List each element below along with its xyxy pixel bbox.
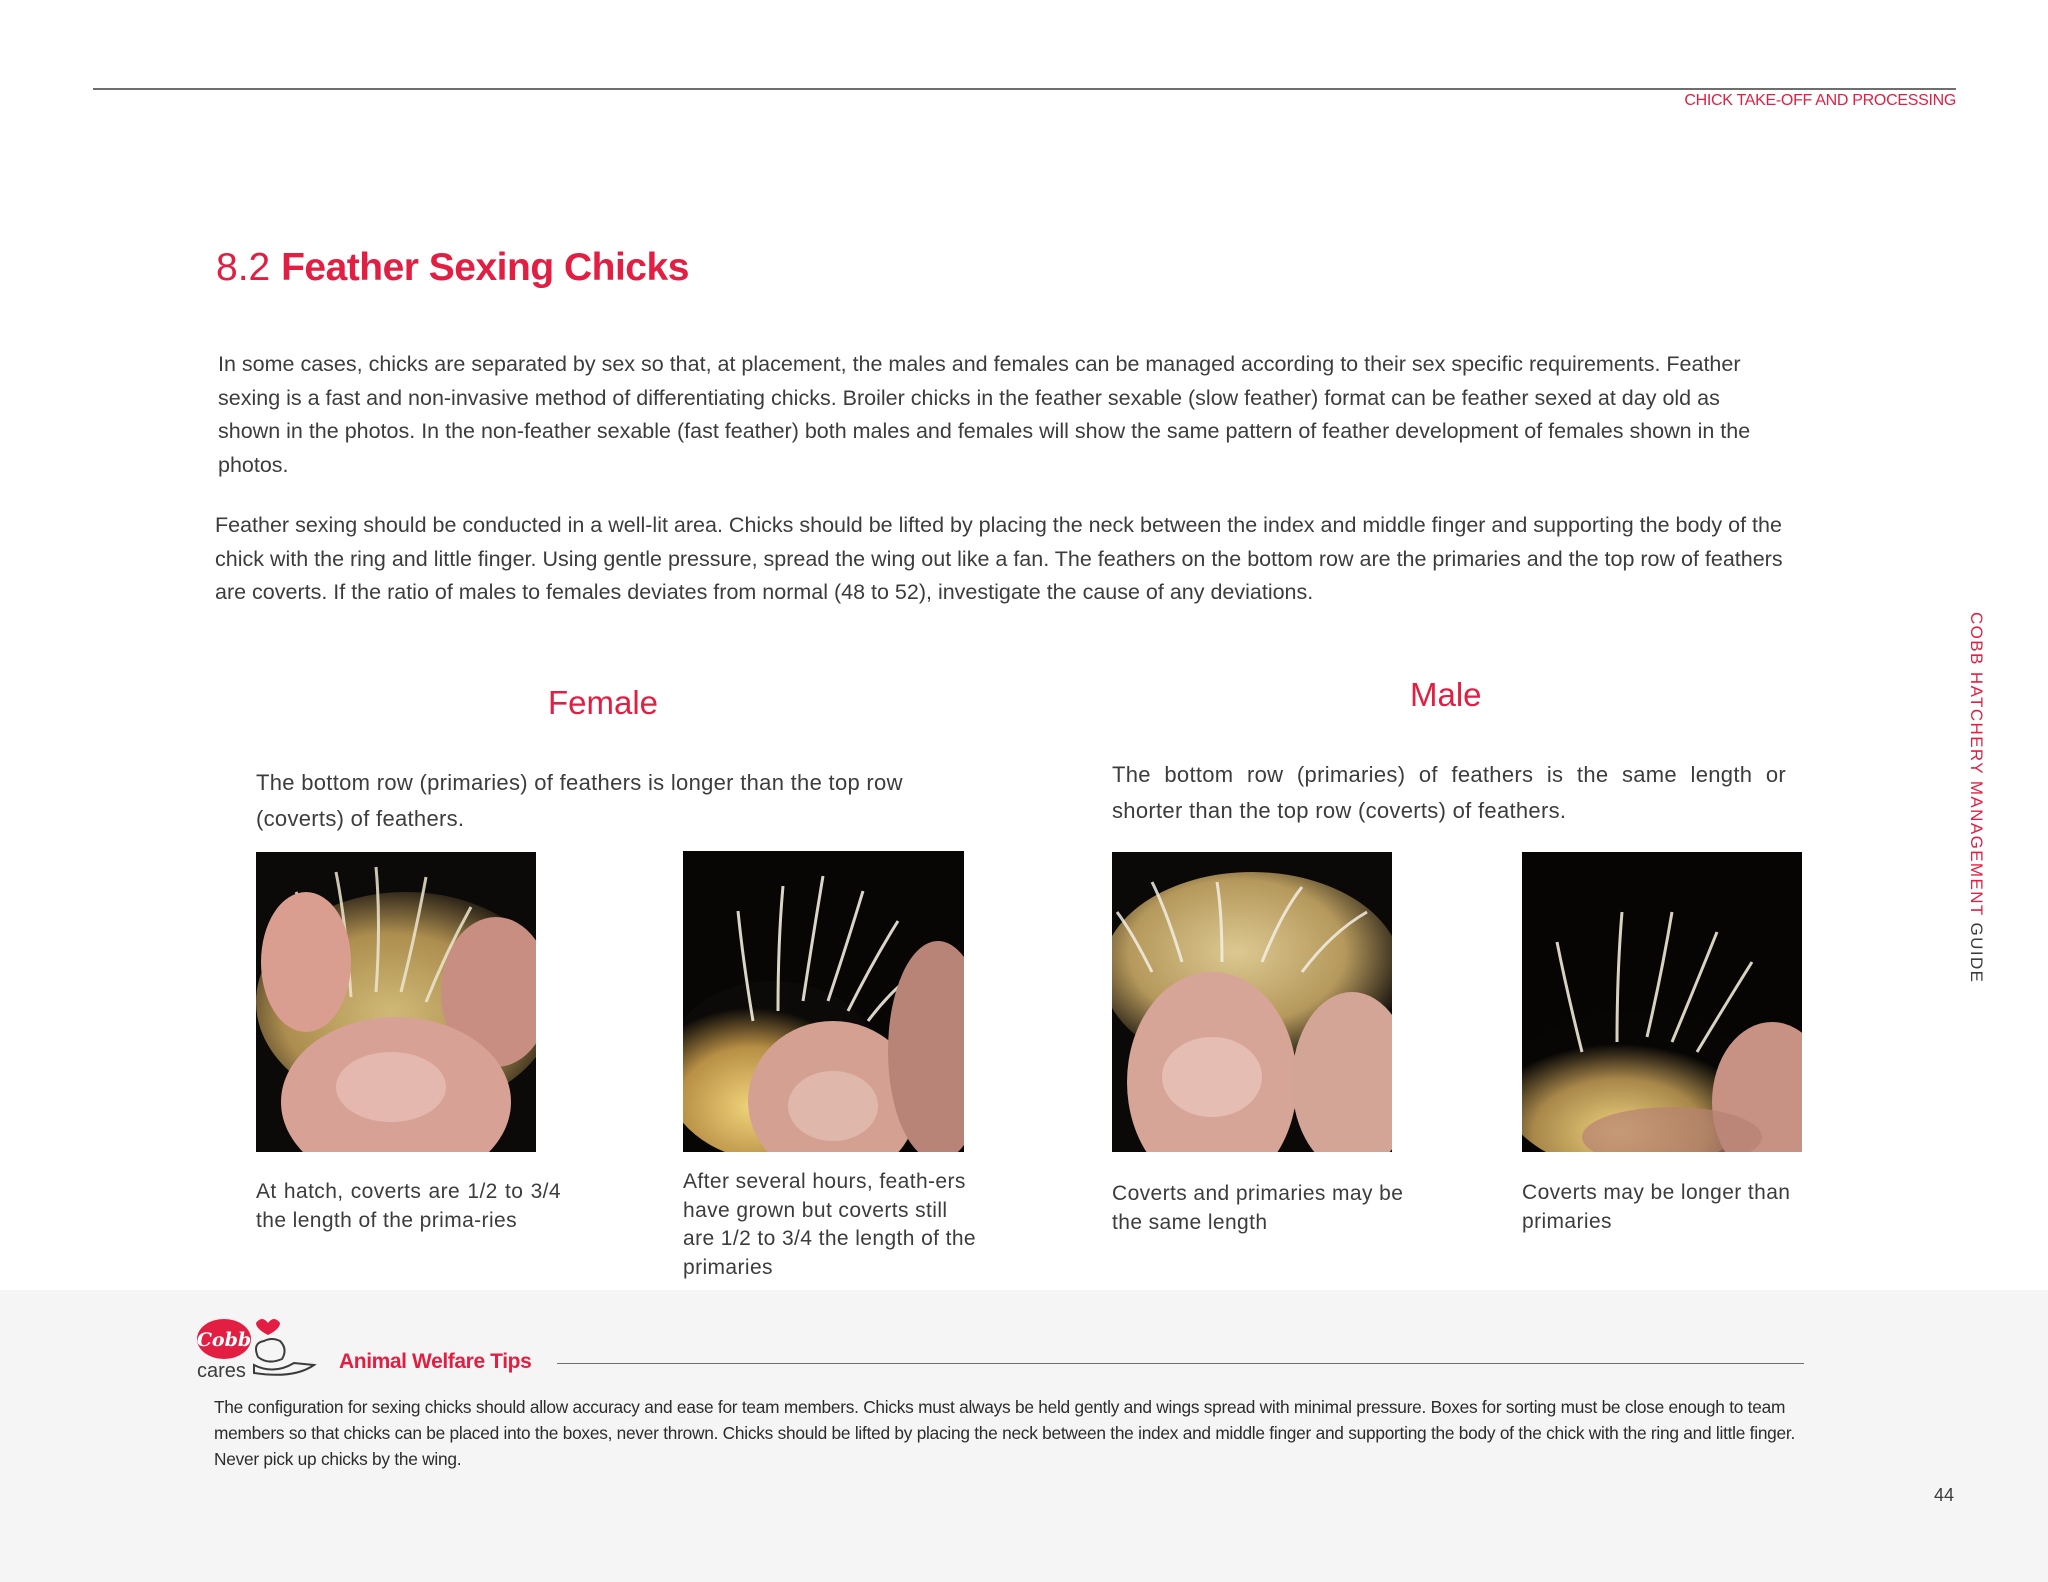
intro-paragraph: In some cases, chicks are separated by sex so that, at placement, the males and females can be managed according to their sex specific requirements. Feather sexing is a fast and non-invasive method of differentiating chicks. Broiler chicks in the feather sexable (slow feather) format can be feather sexed at day old as shown in the photos. In the non-feather sexable (fast feather) both males and females will show the same pattern of feather development of females shown in the photos. bbox=[218, 352, 1751, 477]
female-heading: Female bbox=[548, 684, 659, 721]
caption-male-same-length: Coverts and primaries may be the same length bbox=[1112, 1182, 1404, 1234]
side-label-red: COBB HATCHERY MANAGEMENT bbox=[1967, 612, 1986, 923]
logo-word: Cobb bbox=[196, 1329, 252, 1351]
caption-female-at-hatch: At hatch, coverts are 1/2 to 3/4 the length of the prima-ries bbox=[256, 1180, 561, 1232]
section-number: 8.2 bbox=[216, 246, 271, 289]
tips-rule bbox=[557, 1363, 1804, 1364]
male-description: The bottom row (primaries) of feathers is the same length or shorter than the top row (coverts) of feathers. bbox=[1112, 762, 1786, 823]
side-label-dark: GUIDE bbox=[1967, 922, 1986, 984]
header-rule bbox=[93, 88, 1956, 90]
female-photo-at-hatch bbox=[256, 852, 536, 1152]
chick-icon bbox=[256, 1339, 285, 1362]
caption-male-coverts-longer: Coverts may be longer than primaries bbox=[1522, 1181, 1791, 1233]
heart-icon bbox=[256, 1319, 280, 1335]
male-photo-coverts-longer bbox=[1522, 852, 1802, 1152]
female-description: The bottom row (primaries) of feathers is longer than the top row (coverts) of feathers. bbox=[256, 770, 903, 831]
caption-female-after-hours: After several hours, feath-ers have grown but coverts still are 1/2 to 3/4 the length of the primaries bbox=[683, 1170, 977, 1279]
logo-sub: cares bbox=[197, 1360, 246, 1381]
cobb-cares-logo bbox=[196, 1313, 320, 1381]
female-photo-after-hours bbox=[683, 851, 964, 1152]
male-heading: Male bbox=[1410, 676, 1482, 713]
hand-icon bbox=[254, 1363, 314, 1375]
tips-text: The configuration for sexing chicks should allow accuracy and ease for team members. Chicks must always be held gently and wings spread with minimal pressure. Boxes for sorting must be close enough to team members so that chicks can be placed into the boxes, never thrown. Chicks should be lifted by placing the neck between the index and middle finger and supporting the body of the chick with the ring and little finger. Never pick up chicks by the wing. bbox=[214, 1397, 1796, 1469]
male-photo-same-length bbox=[1112, 852, 1392, 1152]
method-paragraph: Feather sexing should be conducted in a well-lit area. Chicks should be lifted by placing the neck between the index and middle finger and supporting the body of the chick with the ring and little finger. Using gentle pressure, spread the wing out like a fan. The feathers on the bottom row are the primaries and the top row of feathers are coverts. If the ratio of males to females deviates from normal (48 to 52), investigate the cause of any deviations. bbox=[215, 513, 1783, 604]
side-guide-label bbox=[1962, 612, 1986, 984]
tips-title: Animal Welfare Tips bbox=[339, 1350, 532, 1373]
page-number: 44 bbox=[1934, 1485, 1955, 1505]
section-title bbox=[216, 246, 689, 290]
running-header: CHICK TAKE-OFF AND PROCESSING bbox=[1684, 92, 1956, 109]
section-name: Feather Sexing Chicks bbox=[281, 246, 689, 289]
